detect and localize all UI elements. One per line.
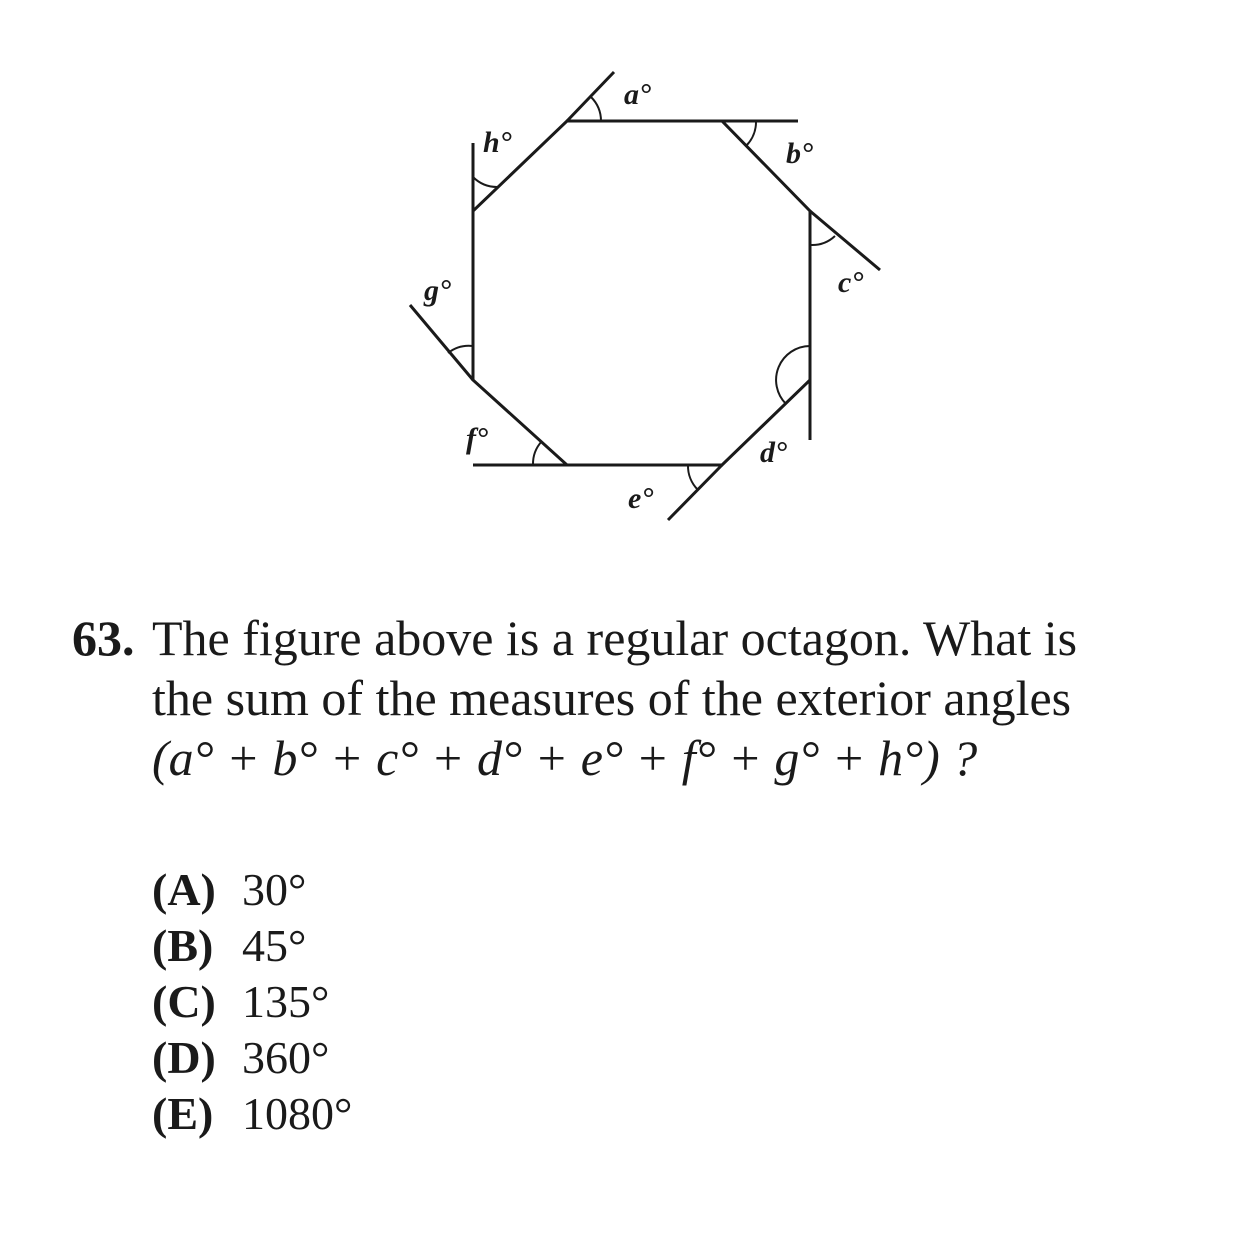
extension-line-c [810,211,880,270]
choice-value: 45° [242,920,307,971]
label-d: d° [760,436,787,469]
extension-line-g [410,305,473,380]
octagon-figure [0,0,1234,560]
question-number: 63. [72,610,135,666]
question-line-1: The figure above is a regular octagon. What is [152,610,1078,666]
choice-value: 30° [242,864,307,915]
question-line-3: (a° + b° + c° + d° + e° + f° + g° + h°) ? [152,730,978,786]
angle-arc-h [473,177,497,187]
question-line-2: the sum of the measures of the exterior angles [152,670,1072,726]
answer-choices [152,862,352,1142]
angle-arc-b [746,121,756,146]
angle-arc-f [533,441,542,465]
label-a: a° [624,78,651,111]
label-h: h° [483,126,512,159]
choice-e[interactable] [152,1086,352,1142]
choice-letter: (C) [152,976,216,1027]
choice-letter: (A) [152,864,216,915]
choice-c[interactable] [152,974,352,1030]
extension-line-e [668,465,722,520]
label-c: c° [838,266,864,299]
label-e: e° [628,482,654,515]
choice-letter: (E) [152,1088,214,1139]
choice-d[interactable] [152,1030,352,1086]
choice-letter: (B) [152,920,214,971]
angle-arc-e [688,465,698,490]
label-b: b° [786,137,813,170]
angle-arc-a [591,97,601,121]
choice-value: 360° [242,1032,330,1083]
angle-arc-g [448,346,473,353]
octagon [473,121,810,465]
label-g: g° [424,274,451,307]
choice-a[interactable] [152,862,352,918]
choice-letter: (D) [152,1032,216,1083]
choice-value: 1080° [242,1088,353,1139]
label-f: f° [466,422,488,455]
choice-value: 135° [242,976,330,1027]
choice-b[interactable] [152,918,352,974]
angle-arc-c [810,236,835,245]
extension-line-a [567,72,614,121]
